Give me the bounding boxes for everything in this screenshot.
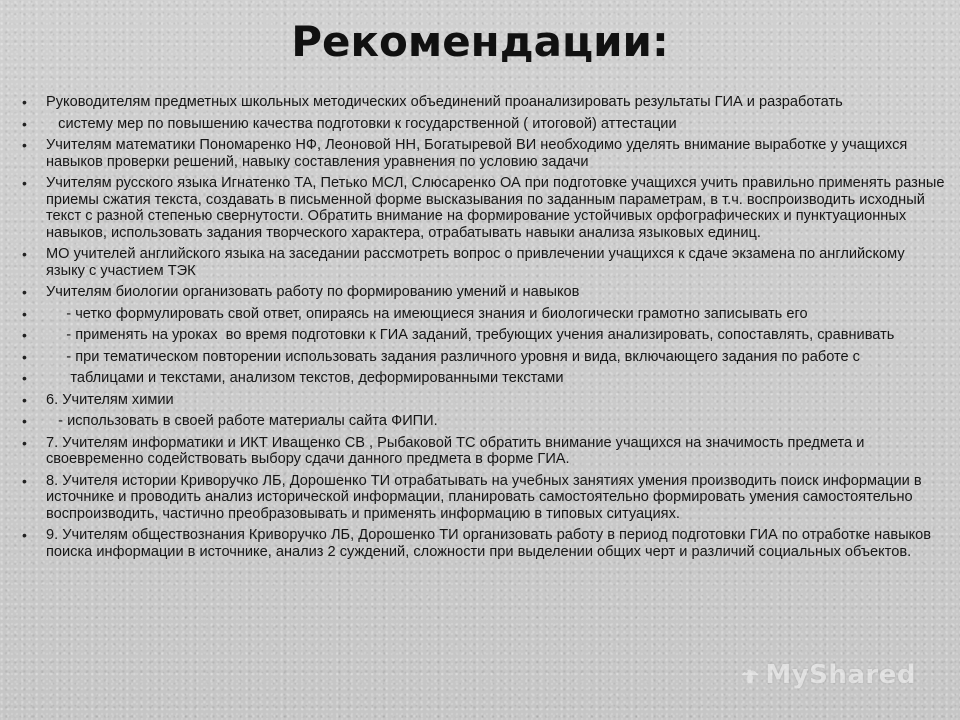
list-item: • - применять на уроках во время подготовки к ГИА заданий, требующих учения анализировать, сопоставлять, сравнивать — [20, 327, 946, 344]
list-item: • Учителям русского языка Игнатенко ТА, Петько МСЛ, Слюсаренко ОА при подготовке учащихся учить правильно применять разные приемы сжатия текста, создавать в письменной форме высказывания по заданным параметрам, в т.ч. воспроизводить исходный текст с разной степенью свернутости. Обратить внимание на формирование устойчивых орфографических и пунктуационных навыков, использовать задания творческого характера, отрабатывать навыки анализа языковых единиц. — [20, 175, 946, 241]
recommendations-list — [20, 94, 946, 565]
list-item: • Учителям математики Пономаренко НФ, Леоновой НН, Богатыревой ВИ необходимо уделять внимание выработке у учащихся навыков проверки решений, навыку составления уравнения по условию задачи — [20, 137, 946, 170]
list-item: • МО учителей английского языка на заседании рассмотреть вопрос о привлечении учащихся к сдаче экзамена по английскому языку с участием ТЭК — [20, 246, 946, 279]
list-item: • Учителям биологии организовать работу по формированию умений и навыков — [20, 284, 946, 301]
list-item: • 8. Учителя истории Криворучко ЛБ, Дорошенко ТИ отрабатывать на учебных занятиях умения производить поиск информации в источнике и проводить анализ исторической информации, планировать самостоятельно формировать умения самостоятельно воспроизводить, частично преобразовывать и применять информацию в типовых ситуациях. — [20, 473, 946, 523]
list-item: • - использовать в своей работе материалы сайта ФИПИ. — [20, 413, 946, 430]
mushroom-logo-icon — [739, 664, 761, 686]
list-item: • 7. Учителям информатики и ИКТ Иващенко СВ , Рыбаковой ТС обратить внимание учащихся на значимость предмета и своевременно содействовать выбору сдачи данного предмета в форме ГИА. — [20, 435, 946, 468]
list-item: • таблицами и текстами, анализом текстов, деформированными текстами — [20, 370, 946, 387]
watermark-text: MyShared — [765, 660, 916, 690]
list-item: • систему мер по повышению качества подготовки к государственной ( итоговой) аттестации — [20, 116, 946, 133]
list-item: • Руководителям предметных школьных методических объединений проанализировать результаты ГИА и разработать — [20, 94, 946, 111]
list-item: • 9. Учителям обществознания Криворучко ЛБ, Дорошенко ТИ организовать работу в период подготовки ГИА по отработке навыков поиска информации в источнике, анализ 2 суждений, сложности при выделении общих черт и различий социальных объектов. — [20, 527, 946, 560]
slide-title: Рекомендации: — [291, 17, 669, 66]
list-item: • - при тематическом повторении использовать задания различного уровня и вида, включающего задания по работе с — [20, 349, 946, 366]
watermark — [739, 660, 916, 690]
list-item: • - четко формулировать свой ответ, опираясь на имеющиеся знания и биологически грамотно записывать его — [20, 306, 946, 323]
list-item: • 6. Учителям химии — [20, 392, 946, 409]
